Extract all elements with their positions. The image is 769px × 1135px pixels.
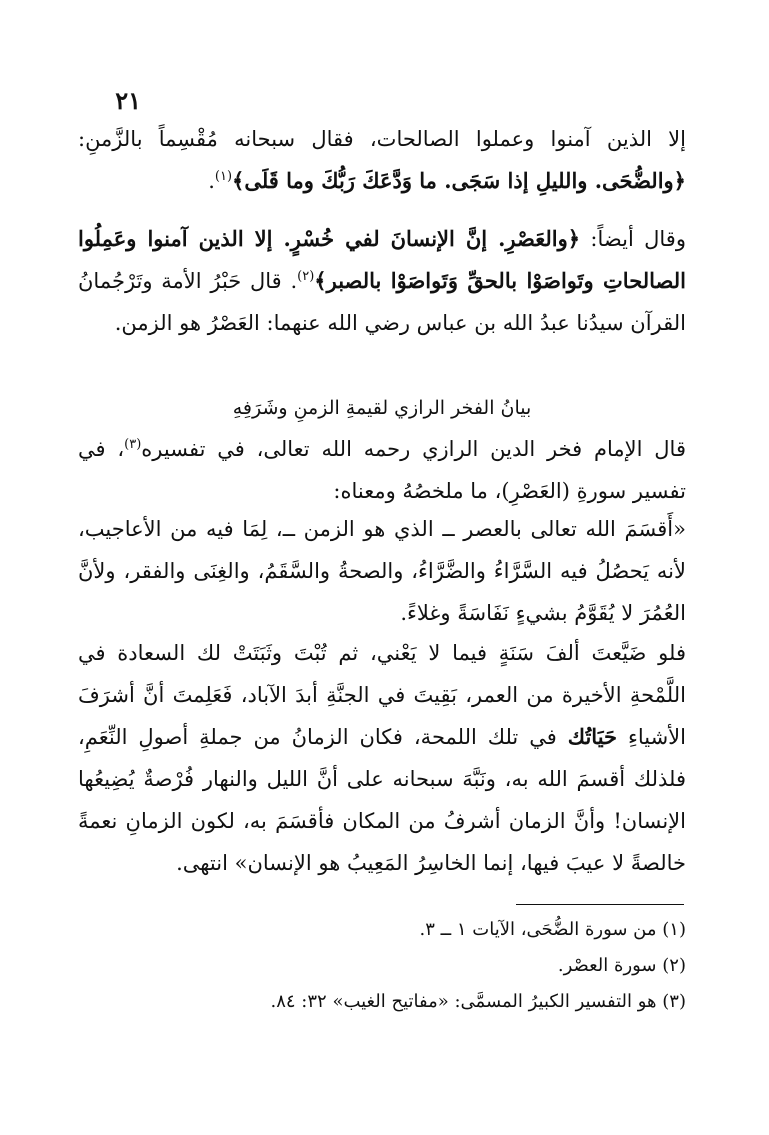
paragraph-1 xyxy=(78,118,686,202)
section-heading: بيانُ الفخر الرازي لقيمةِ الزمنِ وشَرَفِهِ xyxy=(232,397,532,419)
paragraph-2-rest: . قال حَبْرُ الأمة وتَرْجُمانُ القرآن سيدُنا عبدُ الله بن عباس رضي الله عنهما: العَصْرُ هو الزمن. xyxy=(78,269,686,335)
footnote-1 xyxy=(78,912,686,948)
footnotes xyxy=(78,912,686,1020)
paragraph-3 xyxy=(78,428,686,512)
paragraph-4 xyxy=(78,508,686,634)
paragraph-5-bold: حَيَاتُك xyxy=(567,724,618,749)
paragraph-5 xyxy=(78,632,686,884)
footnote-divider xyxy=(516,904,684,905)
footnote-number: (٣) xyxy=(662,991,686,1012)
paragraph-1-intro: إلا الذين آمنوا وعملوا الصالحات، فقال سبحانه مُقْسِماً بالزَّمنِ: xyxy=(78,127,686,151)
paragraph-2 xyxy=(78,218,686,344)
page-number: ٢١ xyxy=(115,86,141,115)
footnote-text: هو التفسير الكبيرُ المسمَّى: «مفاتيح الغيب» ٣٢: ٨٤. xyxy=(270,991,657,1012)
paragraph-5-before: فلو ضَيَّعتَ ألفَ سَنَةٍ فيما لا يَعْني، ثم تُبْتَ وثَبَتَتْ لك السعادة في اللَّمْحةِ الأخيرة من العمر، بَقِيتَ في الجنَّةِ أبدَ الآباد، فَعَلِمتَ أنَّ أشرَفَ الأشياءِ xyxy=(78,641,686,749)
paragraph-3-rest: ، في تفسير سورةِ (العَصْرِ)، ما ملخصُهُ ومعناه: xyxy=(78,437,686,503)
paragraph-4-text: «أَقسَمَ الله تعالى بالعصر ــ الذي هو الزمن ــ، لِمَا فيه من الأعاجيب، لأنه يَحصُلُ فيه السَّرَّاءُ والضَّرَّاءُ، والصحةُ والسَّقَمُ، والغِنَى والفقر، ولأنَّ العُمُرَ لا يُقَوَّمُ بشيءٍ نَفَاسَةً وغلاءً. xyxy=(78,517,686,625)
quran-quote-asr: ﴿والعَصْرِ. إنَّ الإنسانَ لفي خُسْرٍ. إلا الذين آمنوا وعَمِلُوا الصالحاتِ وتَواصَوْا بالحقِّ وَتَواصَوْا بالصبر﴾ xyxy=(78,226,687,293)
footnote-text: من سورة الضُّحَى، الآيات ١ ــ ٣. xyxy=(419,919,657,940)
footnote-2 xyxy=(78,948,686,984)
paragraph-5-after: في تلك اللمحة، فكان الزمانُ من جملةِ أصولِ النِّعَمِ، فلذلك أقسمَ الله به، ونَبَّهَ سبحانه على أنَّ الليل والنهار فُرْصةٌ يُضِيعُها الإنسان! وأنَّ الزمان أشرفُ من المكان فأقسَمَ به، لكون الزمانِ نعمةً خالصةً لا عيبَ فيها، إنما الخاسِرُ المَعِيبُ هو الإنسان» انتهى. xyxy=(78,725,686,875)
footnote-3 xyxy=(78,984,686,1020)
footnote-text: سورة العصْر. xyxy=(557,955,657,976)
footnote-number: (٢) xyxy=(662,955,686,976)
footnote-ref-1[interactable]: (١) xyxy=(214,169,233,184)
paragraph-1-end: . xyxy=(208,169,215,193)
footnote-ref-2[interactable]: (٢) xyxy=(297,269,315,284)
footnote-ref-3[interactable]: (٣) xyxy=(124,437,142,452)
paragraph-3-text: قال الإمام فخر الدين الرازي رحمه الله تعالى، في تفسيره xyxy=(141,437,686,461)
footnote-number: (١) xyxy=(662,919,686,940)
quran-quote-duha: ﴿والضُّحَى. والليلِ إذا سَجَى. ما وَدَّعَكَ رَبُّكَ وما قَلَى﴾ xyxy=(232,168,686,193)
paragraph-2-intro: وقال أيضاً: xyxy=(580,227,686,251)
